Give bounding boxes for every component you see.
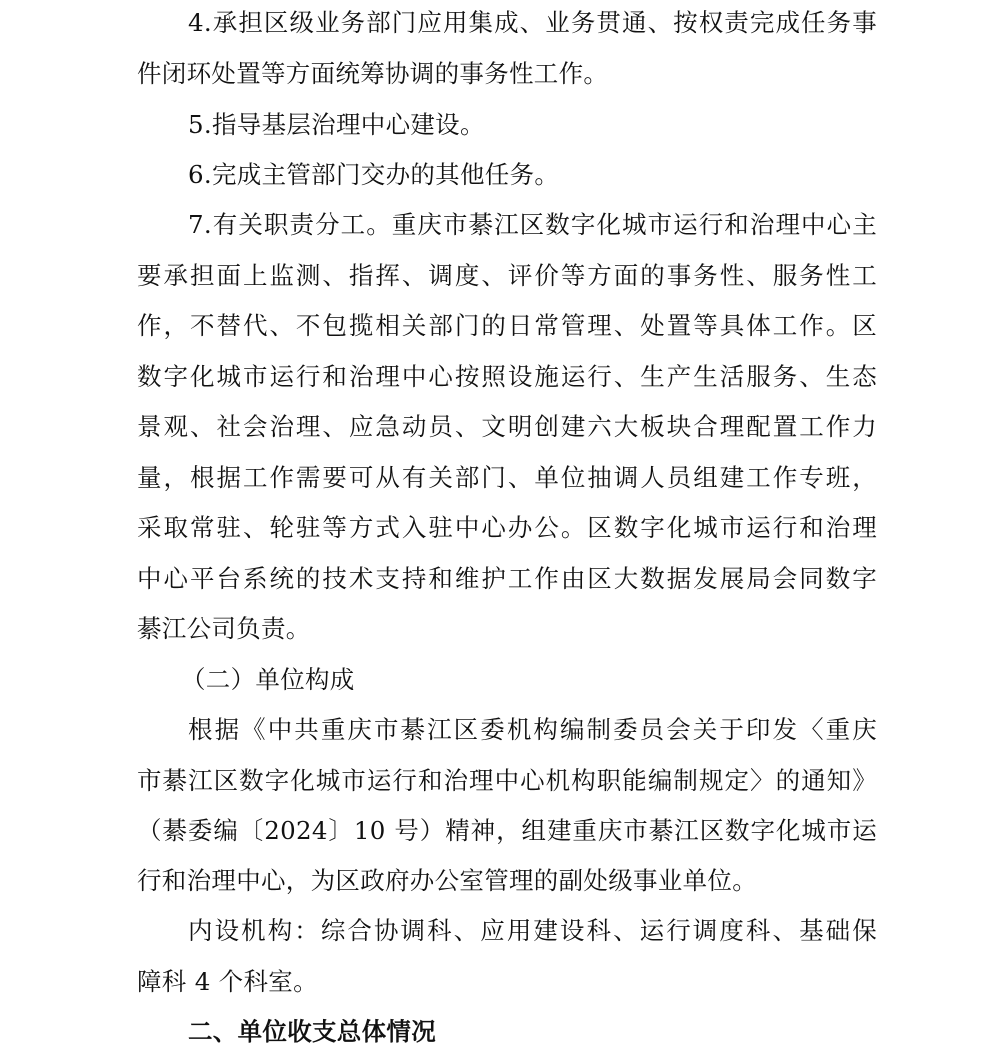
composition-paragraph-line-4: 行和治理中心，为区政府办公室管理的副处级事业单位。 xyxy=(137,866,757,895)
paragraph-4-line-1: 4.承担区级业务部门应用集成、业务贯通、按权责完成任务事 xyxy=(188,8,877,37)
paragraph-7-line-6: 量，根据工作需要可从有关部门、单位抽调人员组建工作专班， xyxy=(137,463,877,492)
paragraph-7-line-2: 要承担面上监测、指挥、调度、评价等方面的事务性、服务性工 xyxy=(137,261,877,290)
paragraph-7-line-1: 7.有关职责分工。重庆市綦江区数字化城市运行和治理中心主 xyxy=(188,210,877,239)
section-heading-unit-composition: （二）单位构成 xyxy=(181,665,355,694)
section-heading-income-expenditure: 二、单位收支总体情况 xyxy=(188,1017,436,1046)
composition-paragraph-line-3: （綦委编〔2024〕10 号）精神，组建重庆市綦江区数字化城市运 xyxy=(137,816,877,845)
paragraph-7-line-8: 中心平台系统的技术支持和维护工作由区大数据发展局会同数字 xyxy=(137,564,877,593)
paragraph-5: 5.指导基层治理中心建设。 xyxy=(188,110,485,139)
paragraph-7-line-5: 景观、社会治理、应急动员、文明创建六大板块合理配置工作力 xyxy=(137,412,877,441)
paragraph-4-line-2: 件闭环处置等方面统筹协调的事务性工作。 xyxy=(137,59,609,88)
paragraph-7-line-3: 作，不替代、不包揽相关部门的日常管理、处置等具体工作。区 xyxy=(137,311,877,340)
paragraph-7-line-7: 采取常驻、轮驻等方式入驻中心办公。区数字化城市运行和治理 xyxy=(137,513,877,542)
internal-structure-line-2: 障科 4 个科室。 xyxy=(137,967,318,996)
composition-paragraph-line-1: 根据《中共重庆市綦江区委机构编制委员会关于印发〈重庆 xyxy=(188,715,877,744)
paragraph-7-line-9: 綦江公司负责。 xyxy=(137,614,311,643)
paragraph-7-line-4: 数字化城市运行和治理中心按照设施运行、生产生活服务、生态 xyxy=(137,362,877,391)
internal-structure-line-1: 内设机构：综合协调科、应用建设科、运行调度科、基础保 xyxy=(188,916,877,945)
paragraph-6: 6.完成主管部门交办的其他任务。 xyxy=(188,160,560,189)
composition-paragraph-line-2: 市綦江区数字化城市运行和治理中心机构职能编制规定〉的通知》 xyxy=(137,766,877,795)
